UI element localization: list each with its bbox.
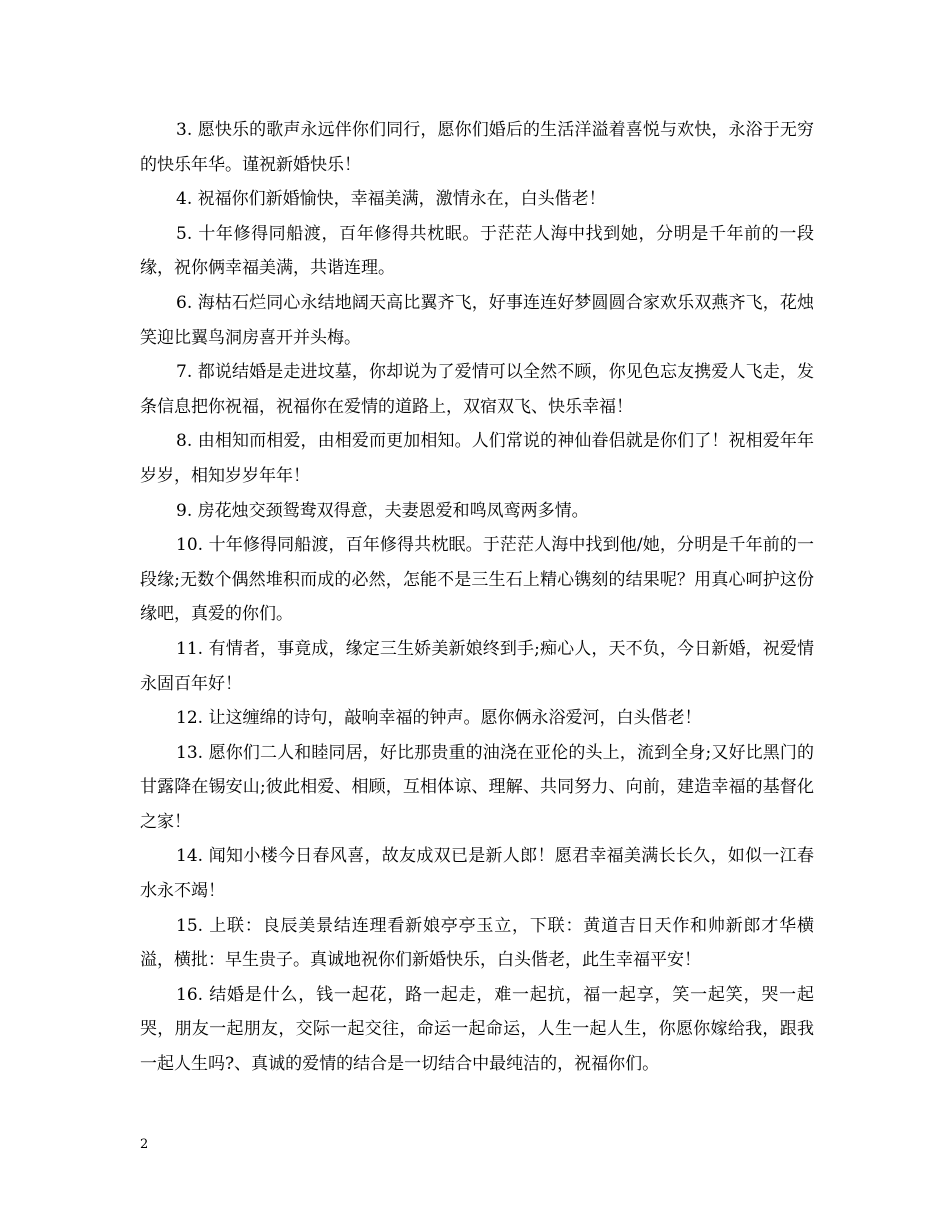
paragraph-14: 14. 闻知小楼今日春风喜，故友成双已是新人郎！愿君幸福美满长长久，如似一江春水永不竭！ xyxy=(140,846,814,902)
paragraph-15: 15. 上联：良辰美景结连理看新娘亭亭玉立，下联：黄道吉日天作和帅新郎才华横溢，横批：早生贵子。真诚地祝你们新婚快乐，白头偕老，此生幸福平安！ xyxy=(140,915,814,971)
paragraph-12: 12. 让这缠绵的诗句，敲响幸福的钟声。愿你俩永浴爱河，白头偕老！ xyxy=(176,708,702,729)
paragraph-10: 10. 十年修得同船渡，百年修得共枕眠。于茫茫人海中找到他/她，分明是千年前的一段缘;无数个偶然堆积而成的必然，怎能不是三生石上精心镌刻的结果呢？用真心呵护这份缘吧，真爱的你们。 xyxy=(140,535,814,625)
paragraph-13: 13. 愿你们二人和睦同居，好比那贵重的油浇在亚伦的头上，流到全身;又好比黑门的甘露降在锡安山;彼此相爱、相顾，互相体谅、理解、共同努力、向前，建造幸福的基督化之家！ xyxy=(140,742,814,832)
document-body xyxy=(140,113,814,1082)
paragraph-5: 5. 十年修得同船渡，百年修得共枕眠。于茫茫人海中找到她，分明是千年前的一段缘，祝你俩幸福美满，共谐连理。 xyxy=(140,223,814,279)
paragraph-4: 4. 祝福你们新婚愉快，幸福美满，激情永在，白头偕老！ xyxy=(176,189,606,210)
paragraph-16: 16. 结婚是什么，钱一起花，路一起走，难一起抗，福一起享，笑一起笑，哭一起哭，朋友一起朋友，交际一起交往，命运一起命运，人生一起人生，你愿你嫁给我，跟我一起人生吗?、真诚的爱情的结合是一切结合中最纯洁的，祝福你们。 xyxy=(140,984,814,1075)
page-number: 2 xyxy=(140,1137,149,1152)
paragraph-6: 6. 海枯石烂同心永结地阔天高比翼齐飞，好事连连好梦圆圆合家欢乐双燕齐飞，花烛笑迎比翼鸟洞房喜开并头梅。 xyxy=(140,292,814,348)
paragraph-11: 11. 有情者，事竟成，缘定三生娇美新娘终到手;痴心人，天不负，今日新婚，祝爱情永固百年好！ xyxy=(140,638,814,694)
paragraph-9: 9. 房花烛交颈鸳鸯双得意，夫妻恩爱和鸣凤鸾两多情。 xyxy=(176,500,589,521)
paragraph-7: 7. 都说结婚是走进坟墓，你却说为了爱情可以全然不顾，你见色忘友携爱人飞走，发条信息把你祝福，祝福你在爱情的道路上，双宿双飞、快乐幸福！ xyxy=(140,362,814,417)
paragraph-3: 3. 愿快乐的歌声永远伴你们同行，愿你们婚后的生活洋溢着喜悦与欢快，永浴于无穷的快乐年华。谨祝新婚快乐！ xyxy=(140,120,814,175)
paragraph-8: 8. 由相知而相爱，由相爱而更加相知。人们常说的神仙眷侣就是你们了！祝相爱年年岁岁，相知岁岁年年！ xyxy=(140,431,814,486)
